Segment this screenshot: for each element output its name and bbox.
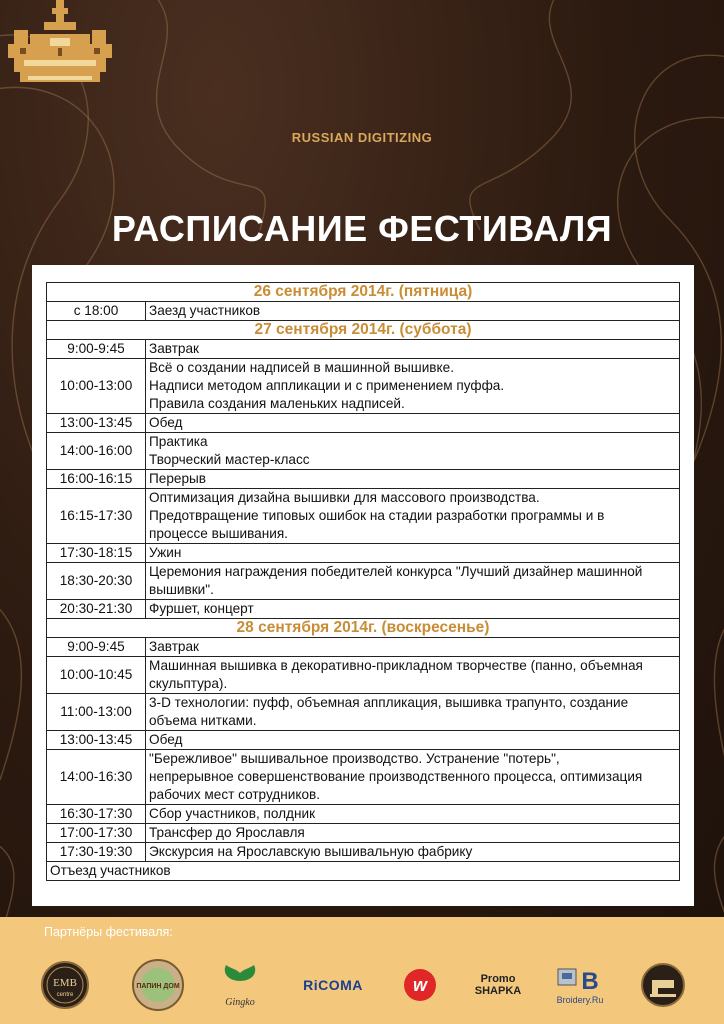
date-header-row xyxy=(47,321,680,340)
description-line: Перерыв xyxy=(149,471,207,486)
partner-logo-ricoma[interactable] xyxy=(288,955,378,1015)
schedule-time: 9:00-9:45 xyxy=(47,638,146,657)
schedule-description xyxy=(146,340,680,359)
schedule-row xyxy=(47,544,680,563)
schedule-table xyxy=(46,282,680,881)
description-line: Правила создания маленьких надписей. xyxy=(149,396,405,411)
shapka-logo-text: SHAPKA xyxy=(474,984,522,997)
broidery-logo-icon xyxy=(554,965,606,995)
schedule-description xyxy=(146,731,680,750)
broidery-logo-text: Broidery.Ru xyxy=(556,995,604,1005)
partner-logo-promoshapka[interactable] xyxy=(466,955,530,1015)
date-header: 28 сентября 2014г. (воскресенье) xyxy=(47,619,680,638)
schedule-panel xyxy=(32,265,694,906)
schedule-time: 13:00-13:45 xyxy=(47,414,146,433)
schedule-description xyxy=(146,657,680,694)
schedule-description xyxy=(146,414,680,433)
schedule-row xyxy=(47,433,680,470)
schedule-row xyxy=(47,414,680,433)
schedule-description xyxy=(146,489,680,544)
closing-row xyxy=(47,862,680,881)
schedule-time: 16:30-17:30 xyxy=(47,805,146,824)
w-logo-text: w xyxy=(412,975,428,995)
page-title: РАСПИСАНИЕ ФЕСТИВАЛЯ xyxy=(111,208,613,249)
schedule-time: 10:00-10:45 xyxy=(47,657,146,694)
schedule-description xyxy=(146,433,680,470)
papin-dom-logo-icon xyxy=(131,958,185,1012)
crown-logo xyxy=(0,0,120,95)
schedule-time: 17:30-18:15 xyxy=(47,544,146,563)
description-line: рабочих мест сотрудников. xyxy=(149,787,321,802)
date-header: 27 сентября 2014г. (суббота) xyxy=(47,321,680,340)
schedule-description xyxy=(146,563,680,600)
schedule-row xyxy=(47,638,680,657)
partner-logo-papin-dom[interactable] xyxy=(130,955,186,1015)
partner-logo-broidery[interactable] xyxy=(545,955,615,1015)
partner-logo-w[interactable] xyxy=(400,955,440,1015)
ricoma-logo-text: RiCOMA xyxy=(303,977,363,993)
schedule-time: 14:00-16:00 xyxy=(47,433,146,470)
schedule-description xyxy=(146,359,680,414)
sewing-machine-icon xyxy=(640,962,686,1008)
schedule-time: 16:15-17:30 xyxy=(47,489,146,544)
description-line: скульптура). xyxy=(149,676,228,691)
schedule-row xyxy=(47,302,680,321)
description-line: Экскурсия на Ярославскую вышивальную фабрику xyxy=(149,844,473,859)
description-line: Заезд участников xyxy=(149,303,261,318)
partner-logo-emb[interactable] xyxy=(40,955,90,1015)
schedule-row xyxy=(47,563,680,600)
gingko-logo-text: Gingko xyxy=(225,996,255,1008)
description-line: Надписи методом аппликации и с применением пуффа. xyxy=(149,378,505,393)
description-line: Трансфер до Ярославля xyxy=(149,825,305,840)
closing-text: Отъезд участников xyxy=(47,862,680,881)
schedule-description xyxy=(146,805,680,824)
description-line: Практика xyxy=(149,434,208,449)
schedule-time: 10:00-13:00 xyxy=(47,359,146,414)
partners-label: Партнёры фестиваля: xyxy=(44,925,173,939)
schedule-time: 16:00-16:15 xyxy=(47,470,146,489)
emb-logo-text: EMB xyxy=(53,977,77,989)
schedule-row xyxy=(47,750,680,805)
broidery-b-text: B xyxy=(581,968,599,995)
brand-name: RUSSIAN DIGITIZING xyxy=(291,130,433,145)
description-line: Всё о создании надписей в машинной вышивке. xyxy=(149,360,454,375)
schedule-time: 14:00-16:30 xyxy=(47,750,146,805)
schedule-row xyxy=(47,359,680,414)
schedule-row xyxy=(47,470,680,489)
description-line: вышивки". xyxy=(149,582,214,597)
schedule-description xyxy=(146,694,680,731)
description-line: непрерывное совершенствование производственного процесса, оптимизация xyxy=(149,769,643,784)
schedule-row xyxy=(47,340,680,359)
schedule-time: 20:30-21:30 xyxy=(47,600,146,619)
emb-logo-icon xyxy=(40,960,90,1010)
schedule-description xyxy=(146,544,680,563)
partner-logo-sewing[interactable] xyxy=(638,955,688,1015)
schedule-time: 13:00-13:45 xyxy=(47,731,146,750)
description-line: 3-D технологии: пуфф, объемная аппликация, вышивка трапунто, создание xyxy=(149,695,629,710)
description-line: Машинная вышивка в декоративно-прикладном творчестве (панно, объемная xyxy=(149,658,643,673)
description-line: Обед xyxy=(149,732,183,747)
schedule-row xyxy=(47,731,680,750)
promo-logo-text: Promo xyxy=(480,972,516,985)
schedule-time: 9:00-9:45 xyxy=(47,340,146,359)
description-line: Обед xyxy=(149,415,183,430)
schedule-time: 11:00-13:00 xyxy=(47,694,146,731)
description-line: Церемония награждения победителей конкурса "Лучший дизайнер машинной xyxy=(149,564,643,579)
schedule-time: с 18:00 xyxy=(47,302,146,321)
partner-logo-gingko[interactable] xyxy=(212,955,268,1015)
description-line: Завтрак xyxy=(149,341,199,356)
emb-logo-sub: centre xyxy=(56,992,74,998)
description-line: Завтрак xyxy=(149,639,199,654)
schedule-row xyxy=(47,694,680,731)
schedule-row xyxy=(47,600,680,619)
schedule-description xyxy=(146,824,680,843)
schedule-description xyxy=(146,470,680,489)
schedule-row xyxy=(47,824,680,843)
schedule-description xyxy=(146,638,680,657)
gingko-leaf-icon xyxy=(220,963,260,997)
schedule-time: 17:00-17:30 xyxy=(47,824,146,843)
schedule-row xyxy=(47,657,680,694)
schedule-time: 17:30-19:30 xyxy=(47,843,146,862)
schedule-row xyxy=(47,843,680,862)
schedule-row xyxy=(47,489,680,544)
partner-logos xyxy=(0,955,724,1015)
description-line: Оптимизация дизайна вышивки для массового производства. xyxy=(149,490,540,505)
schedule-time: 18:30-20:30 xyxy=(47,563,146,600)
description-line: Фуршет, концерт xyxy=(149,601,254,616)
date-header: 26 сентября 2014г. (пятница) xyxy=(47,283,680,302)
schedule-description xyxy=(146,750,680,805)
date-header-row xyxy=(47,283,680,302)
description-line: Творческий мастер-класс xyxy=(149,452,310,467)
description-line: Ужин xyxy=(149,545,182,560)
description-line: объема нитками. xyxy=(149,713,257,728)
papin-dom-logo-text: ПАПИН ДОМ xyxy=(136,983,180,990)
w-logo-icon xyxy=(402,967,438,1003)
description-line: "Бережливое" вышивальное производство. Устранение "потерь", xyxy=(149,751,560,766)
description-line: Сбор участников, полдник xyxy=(149,806,316,821)
schedule-description xyxy=(146,600,680,619)
schedule-row xyxy=(47,805,680,824)
schedule-description xyxy=(146,302,680,321)
date-header-row xyxy=(47,619,680,638)
schedule-description xyxy=(146,843,680,862)
description-line: процессе вышивания. xyxy=(149,526,288,541)
description-line: Предотвращение типовых ошибок на стадии разработки программы и в xyxy=(149,508,605,523)
